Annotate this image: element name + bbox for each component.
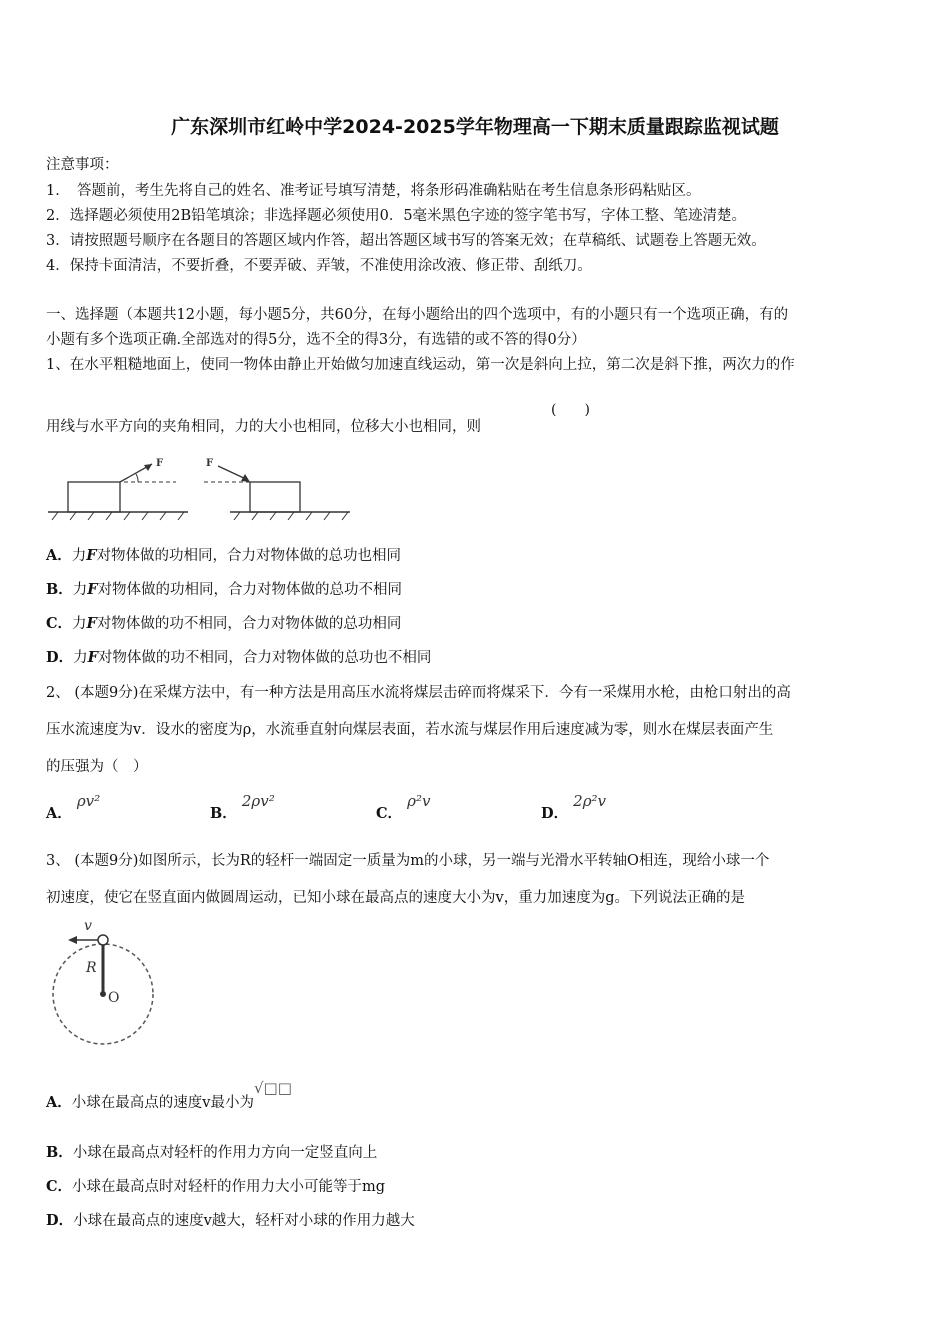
q1-option-d[interactable] — [46, 646, 431, 667]
q1-option-b-post: 对物体做的功相同，合力对物体做的总功不相同 — [97, 582, 403, 598]
page-title: 广东深圳市红岭中学2024-2025学年物理高一下期末质量跟踪监视试题 — [171, 116, 779, 138]
q3-v-label: v — [84, 918, 92, 934]
q2-option-b-formula: 2ρv² — [241, 792, 275, 810]
q2-stem-line2: 压水流速度为v．设水的密度为ρ，水流垂直射向煤层表面，若水流与煤层作用后速度减为零，则水在煤层表面产生 — [46, 722, 774, 738]
q3-option-a-text: 小球在最高点的速度v最小为 — [71, 1095, 254, 1111]
q3-option-b-text: 小球在最高点对轻杆的作用力方向一定竖直向上 — [72, 1145, 378, 1161]
q1-option-d-letter: D． — [46, 649, 74, 666]
q3-r-label: R — [86, 960, 97, 976]
q1-right-force-label: F — [206, 458, 214, 469]
q1-option-d-var: F — [87, 649, 98, 666]
q1-option-c[interactable] — [46, 612, 401, 633]
q1-option-c-post: 对物体做的功不相同，合力对物体做的总功相同 — [96, 616, 402, 632]
q1-option-b-letter: B． — [46, 581, 73, 598]
q3-o-label: O — [108, 990, 120, 1006]
q1-option-b-pre: 力 — [72, 582, 88, 598]
q2-option-d-letter: D． — [541, 805, 569, 822]
q2-option-d[interactable] — [541, 792, 607, 823]
q1-right-hatch — [234, 512, 348, 520]
notice-item-4: 4．保持卡面清洁，不要折叠，不要弄破、弄皱，不准使用涂改液、修正带、刮纸刀。 — [46, 258, 592, 274]
q2-option-a-formula: ρv² — [76, 792, 101, 810]
notice-item-1: 1． 答题前，考生先将自己的姓名、准考证号填写清楚，将条形码准确粘贴在考生信息条形码粘贴区。 — [46, 183, 701, 199]
q1-option-c-var: F — [86, 615, 97, 632]
q1-option-a-var: F — [86, 547, 97, 564]
q3-figure — [46, 912, 166, 1052]
q3-option-b[interactable] — [46, 1141, 377, 1162]
q1-stem-line1: 1、在水平粗糙地面上，使同一物体由静止开始做匀加速直线运动，第一次是斜向上拉，第二次是斜下推，两次力的作 — [46, 357, 795, 373]
notice-item-2: 2．选择题必须使用2B铅笔填涂；非选择题必须使用0．5毫米黑色字迹的签字笔书写，字体工整、笔迹清楚。 — [46, 208, 747, 224]
q3-option-b-letter: B． — [46, 1144, 73, 1161]
q3-option-a-letter: A． — [46, 1094, 72, 1111]
notice-item-3: 3．请按照题号顺序在各题目的答题区域内作答，超出答题区域书写的答案无效；在草稿纸、试题卷上答题无效。 — [46, 233, 766, 249]
q2-option-a-letter: A． — [46, 805, 72, 822]
section-heading-line2: 小题有多个选项正确.全部选对的得5分，选不全的得3分，有选错的或不答的得0分） — [46, 332, 586, 348]
q2-option-d-formula: 2ρ²v — [573, 792, 607, 810]
q1-option-a-pre: 力 — [71, 548, 87, 564]
q1-option-c-letter: C． — [46, 615, 73, 632]
q3-option-c-letter: C． — [46, 1178, 73, 1195]
q2-stem-line1: 2、 (本题9分)在采煤方法中，有一种方法是用高压水流将煤层击碎而将煤采下．今有一采煤用水枪，由枪口射出的高 — [46, 685, 791, 701]
q1-figure — [40, 452, 360, 524]
q1-answer-blank: ( ) — [551, 402, 590, 418]
q1-option-b[interactable] — [46, 578, 402, 599]
q3-velocity-arrowhead — [68, 936, 77, 944]
q1-option-b-var: F — [87, 581, 98, 598]
q2-option-a[interactable] — [46, 792, 101, 823]
notice-heading: 注意事项： — [46, 157, 119, 173]
q1-right-block — [250, 482, 300, 512]
q1-option-c-pre: 力 — [72, 616, 87, 632]
q1-left-hatch — [52, 512, 184, 520]
q1-option-d-post: 对物体做的功不相同，合力对物体做的总功也不相同 — [97, 650, 432, 666]
q2-option-c-formula: ρ²v — [407, 792, 431, 810]
q1-left-block — [68, 482, 120, 512]
q3-option-c[interactable] — [46, 1175, 385, 1196]
q2-option-c[interactable] — [376, 792, 431, 823]
q3-option-a-formula: √□□ — [253, 1079, 292, 1097]
q3-option-d[interactable] — [46, 1209, 415, 1230]
q1-stem-line2: 用线与水平方向的夹角相同，力的大小也相同，位移大小也相同，则 — [46, 419, 481, 435]
q3-stem-line1: 3、 (本题9分)如图所示，长为R的轻杆一端固定一质量为m的小球，另一端与光滑水平转轴O相连，现给小球一个 — [46, 853, 770, 869]
q2-option-b[interactable] — [210, 792, 275, 823]
q1-option-a-letter: A． — [46, 547, 72, 564]
q3-option-c-text: 小球在最高点时对轻杆的作用力大小可能等于mg — [72, 1179, 386, 1195]
q3-option-d-letter: D． — [46, 1212, 74, 1229]
q1-left-angle — [136, 474, 138, 482]
q3-stem-line2: 初速度，使它在竖直面内做圆周运动，已知小球在最高点的速度大小为v，重力加速度为g。下列说法正确的是 — [46, 890, 745, 906]
section-heading-line1: 一、选择题（本题共12小题，每小题5分，共60分，在每小题给出的四个选项中，有的小题只有一个选项正确，有的 — [46, 307, 789, 323]
q2-stem-line3: 的压强为（ ） — [46, 759, 148, 775]
q1-left-force-label: F — [156, 458, 164, 469]
q1-option-a[interactable] — [46, 544, 401, 565]
q3-ball — [98, 935, 108, 945]
q3-option-d-text: 小球在最高点的速度v越大，轻杆对小球的作用力越大 — [73, 1213, 415, 1229]
q1-option-d-pre: 力 — [73, 650, 88, 666]
q1-option-a-post: 对物体做的功相同，合力对物体做的总功也相同 — [96, 548, 402, 564]
q2-option-c-letter: C． — [376, 805, 403, 822]
q3-option-a[interactable] — [46, 1079, 292, 1112]
q2-option-b-letter: B． — [210, 805, 237, 822]
q3-pivot — [100, 991, 106, 997]
